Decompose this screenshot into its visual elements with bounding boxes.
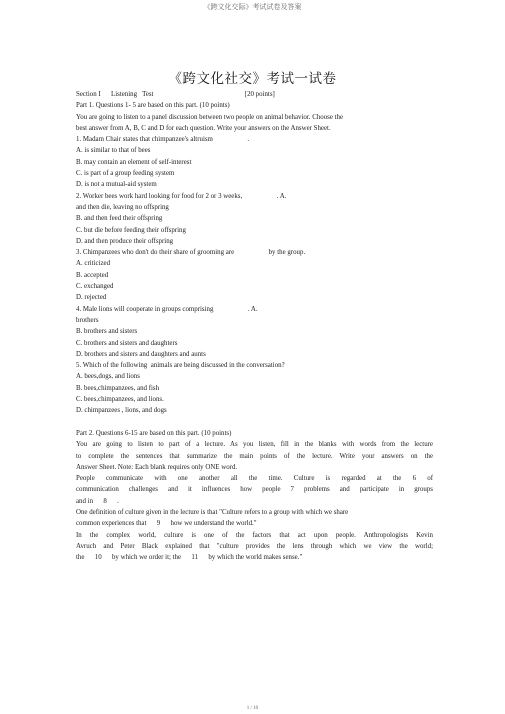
text-line: D. and then produce their offspring <box>76 237 174 245</box>
text-line: Section I Listening Test [20 points] <box>76 91 275 98</box>
text-line: 3. Chimpanzees who don't do their share of grooming are by the group. <box>76 249 306 257</box>
document-title: 《跨文化社交》考试一试卷 <box>168 71 337 86</box>
text-line: Answer Sheet. Note: Each blank requires only ONE word. <box>76 463 238 471</box>
text-line: A. bees,dogs, and lions <box>76 373 140 381</box>
text-line: C. but die before feeding their offspring <box>76 226 186 234</box>
text-line: People communicate with one another all the time. Culture is regarded at the 6 of <box>76 475 433 483</box>
text-line: C. brothers and sisters and daughters <box>76 339 178 347</box>
text-line: common experiences that 9 how we understand the world." <box>76 520 257 528</box>
text-line: In the complex world, culture is one of the factors that act upon people. Anthropologists Kevin <box>76 531 433 539</box>
text-line: brothers <box>76 316 99 324</box>
text-line: D. is not a mutual-aid system <box>76 181 157 189</box>
text-line: D. chimpanzees , lions, and dogs <box>76 407 167 415</box>
text-line: B. bees,chimpanzees, and fish <box>76 384 160 392</box>
text-line: the 10 by which we order it; the 11 by which the world makes sense." <box>76 554 303 562</box>
text-line: B. may contain an element of self-interest <box>76 158 192 166</box>
text-line: 1. Madam Chair states that chimpanzee's altruism . <box>76 136 250 144</box>
text-line: B. accepted <box>76 271 109 279</box>
text-line: to complete the sentences that summarize the main points of the lecture. Write your answers on the <box>76 452 433 460</box>
text-line: One definition of culture given in the lecture is that "Culture refers to a group with which we share <box>76 508 349 516</box>
text-line: D. brothers and sisters and daughters and aunts <box>76 350 206 358</box>
text-line: Part 2. Questions 6-15 are based on this part. (10 points) <box>76 429 232 437</box>
text-line: C. is part of a group feeding system <box>76 170 175 178</box>
text-line: B. brothers and sisters <box>76 328 138 336</box>
text-line: C. bees,chimpanzees, and lions. <box>76 396 164 404</box>
text-line: communication challenges and it influences how people 7 problems and participate in groups <box>76 486 433 494</box>
text-line: Avruch and Peter Black explained that "culture provides the lens through which we view the world; <box>76 542 433 550</box>
text-line: You are going to listen to part of a lecture. As you listen, fill in the blanks with words from the lecture <box>76 441 433 449</box>
text-line: 5. Which of the following animals are being discussed in the conversation? <box>76 362 285 370</box>
text-line: 2. Worker bees work hard looking for food for 2 or 3 weeks, . A. <box>76 192 287 200</box>
text-line: A. criticized <box>76 260 111 268</box>
page-header: 《跨文化交际》考试试卷及答案 <box>203 3 302 11</box>
text-line: You are going to listen to a panel discussion between two people on animal behavior. Choose the <box>76 113 344 121</box>
text-line: and in 8 . <box>76 497 119 505</box>
text-line: Part 1. Questions 1- 5 are based on this part. (10 points) <box>76 102 230 110</box>
text-line: C. exchanged <box>76 283 114 291</box>
text-line: and then die, leaving no offspring <box>76 203 169 211</box>
text-line: 4. Male lions will cooperate in groups comprising . A. <box>76 305 258 313</box>
text-line: B. and then feed their offspring <box>76 215 163 223</box>
text-line <box>76 417 433 428</box>
text-line: D. rejected <box>76 294 107 302</box>
exam-content <box>76 89 433 563</box>
text-line: best answer from A, B, C and D for each question. Write your answers on the Answer Sheet. <box>76 124 331 132</box>
text-line: A. is similar to that of bees <box>76 147 151 155</box>
page-number: 1 / 10 <box>246 706 259 711</box>
